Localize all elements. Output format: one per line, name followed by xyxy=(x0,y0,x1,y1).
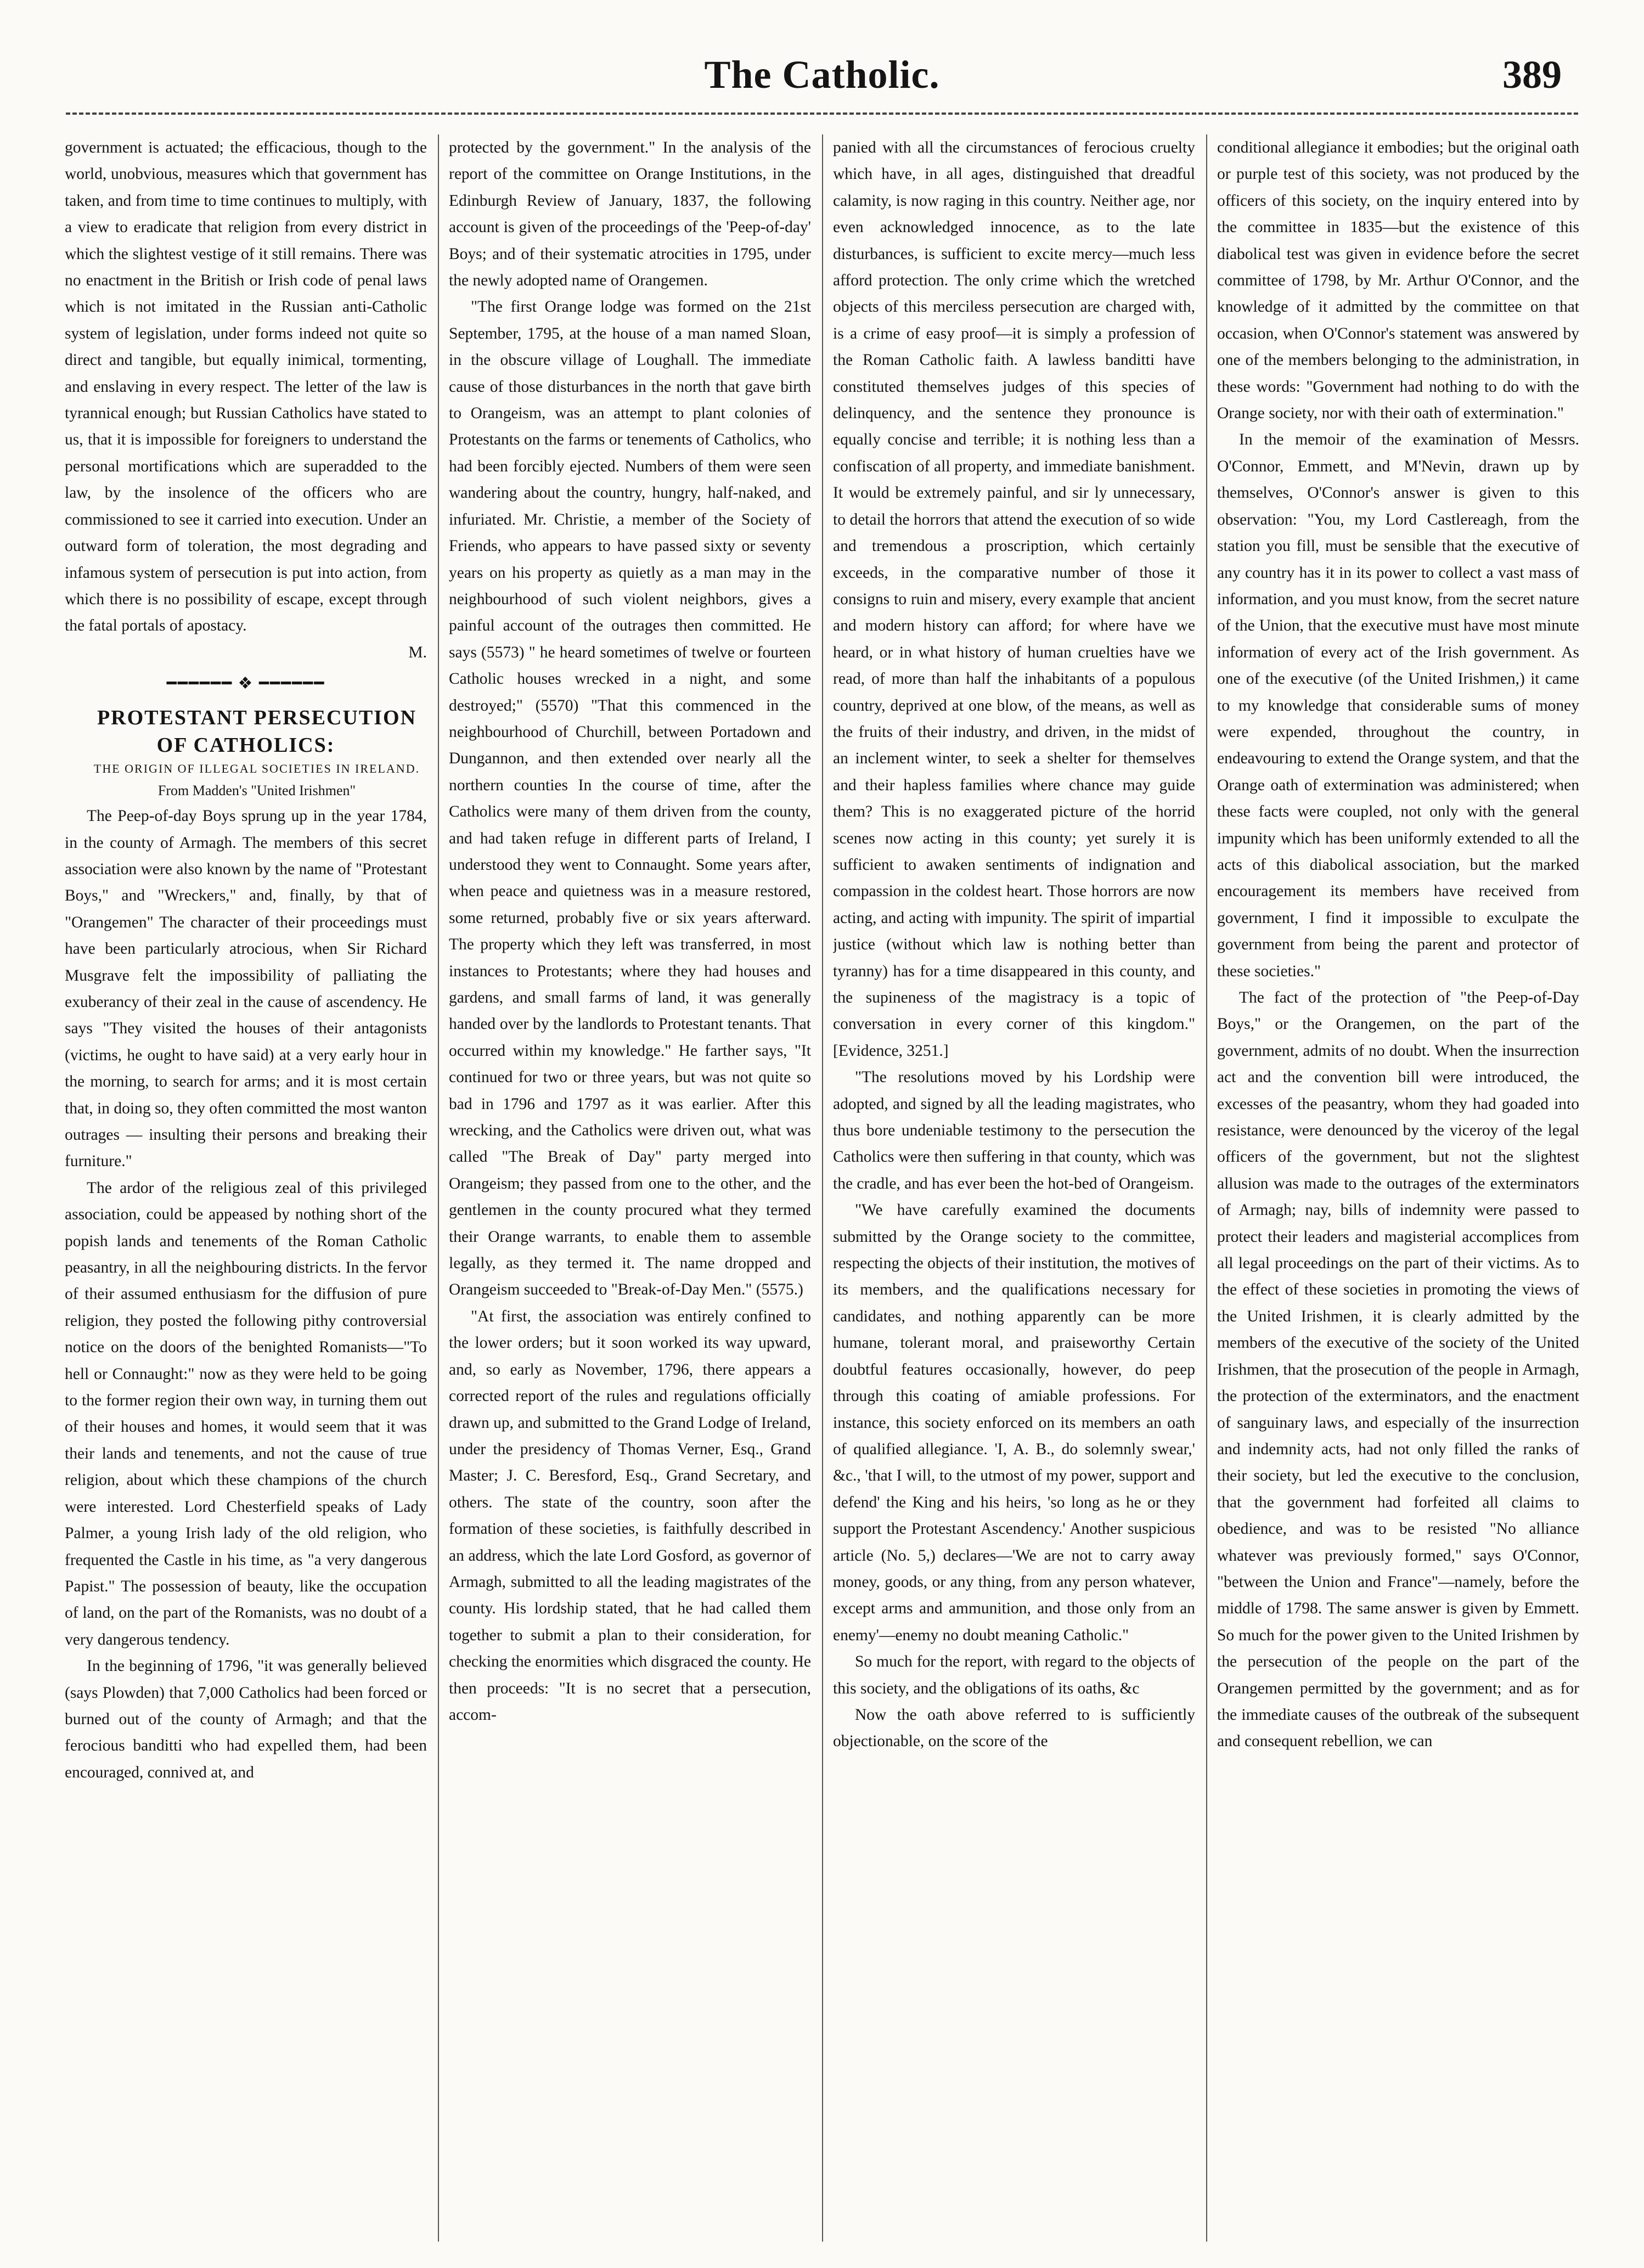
paragraph: "The first Orange lodge was formed on the 21st September, 1795, at the house of a man named Sloan, in the obscure village of Loughall. The immediate cause of those disturbances in the north that gave birth to Orangeism, was an attempt to plant colonies of Protestants on the farms or tenements of Catholics, who had been forcibly ejected. Numbers of them were seen wandering about the country, hungry, half-naked, and infuriated. Mr. Christie, a member of the Society of Friends, who appears to have passed sixty or seventy years on his property as quietly as a man may in the neighbourhood of such violent neighbors, gives a painful account of the outrages then committed. He says (5573) " he heard sometimes of twelve or fourteen Catholic houses wrecked in a night, and some destroyed;" (5570) "That this commenced in the neighbourhood of Churchill, between Portadown and Dungannon, and then extended over nearly all the northern counties In the course of time, after the Catholics were many of them driven from the county, and had taken refuge in different parts of Ireland, I understood they went to Connaught. Some years after, when peace and quietness was in a measure restored, some returned, probably five or six years afterward. The property which they left was transferred, in most instances to Protestants; where they had houses and gardens, and small farms of land, it was generally handed over by the landlords to Protestant tenants. That occurred within my knowledge." He farther says, "It continued for two or three years, but was not quite so bad in 1796 and 1797 as it was earlier. After this wrecking, and the Catholics were driven out, what was called "The Break of Day" party merged into Orangeism; they passed from one to the other, and the gentlemen in the county procured what they termed their Orange warrants, to enable them to assemble legally, as they termed it. The name dropped and Orangeism succeeded to "Break-of-Day Men." (5575.) xyxy=(449,298,811,1299)
paragraph: panied with all the circumstances of ferocious cruelty which have, in all ages, distinguished that dreadful calamity, is now raging in this country. Neither age, nor even acknowledged innocence, as to the late disturbances, is sufficient to excite mercy—much less afford protection. The only crime which the wretched objects of this merciless persecution are charged with, is a crime of easy proof—it is simply a profession of the Roman Catholic faith. A lawless banditti have constituted themselves judges of this species of delinquency, and the sentence they pronounce is equally concise and terrible; it is nothing less than a confiscation of all property, and immediate banishment. It would be extremely painful, and sir ly unnecessary, to detail the horrors that attend the execution of so wide and tremendous a proscription, which certainly exceeds, in the comparative number of those it consigns to ruin and misery, every example that ancient and modern history can afford; for where have we heard, or in what history of human cruelties have we read, of more than half the inhabitants of a populous country, deprived at one blow, of the means, as well as the fruits of their industry, and driven, in the midst of an inclement winter, to seek a shelter for themselves and their hapless families where chance may guide them? This is no exaggerated picture of the horrid scenes now acting in this county; yet surely it is sufficient to awaken sentiments of indignation and compassion in the coldest heart. Those horrors are now acting, and acting with impunity. The spirit of impartial justice (without which law is nothing better than tyranny) has for a time disappeared in this county, and the supineness of the magistracy is a topic of conversation in every corner of this kingdom." [Evidence, 3251.] xyxy=(833,139,1195,1060)
paragraph: government is actuated; the efficacious, though to the world, unobvious, measures which that government has taken, and from time to time continues to multiply, with a view to eradicate that religion from every district in which the slightest vestige of it still remains. There was no enactment in the British or Irish code of penal laws which is not imitated in the Russian anti-Catholic system of legislation, under forms indeed not quite so direct and tangible, but equally inimical, tormenting, and enslaving in every respect. The letter of the law is tyrannical enough; but Russian Catholics have stated to us, that it is impossible for foreigners to understand the personal mortifications which are superadded to the law, by the insolence of the officers who are commissioned to see it carried into execution. Under an outward form of toleration, the most degrading and infamous system of persecution is put into action, from which there is no possibility of escape, except through the fatal portals of apostacy. xyxy=(65,139,427,635)
page-number: 389 xyxy=(1502,53,1562,97)
text-columns xyxy=(65,134,1579,2242)
column-2 xyxy=(449,134,811,2242)
paragraph: The fact of the protection of "the Peep-of-Day Boys," or the Orangemen, on the part of the government, admits of no doubt. When the insurrection act and the convention bill were introduced, the excesses of the peasantry, whom they had goaded into resistance, were denounced by the viceroy of the legal officers of the government, but not the slightest allusion was made to the outrages of the exterminators of Armagh; nay, bills of indemnity were passed to protect their leaders and magisterial accomplices from all legal proceedings on the part of their victims. As to the effect of these societies in promoting the views of the United Irishmen, it is clearly admitted by the members of the executive of the society of the United Irishmen, that the prosecution of the people in Armagh, the protection of the exterminators, and the enactment of sanguinary laws, and especially of the insurrection and indemnity acts, had not only filled the ranks of their society, but led the executive to the conclusion, that the government had forfeited all claims to obedience, and was to be resisted "No alliance whatever was previously formed," says O'Connor, "between the Union and France"—namely, before the middle of 1798. The same answer is given by Emmett. So much for the power given to the United Irishmen by the persecution of the people on the part of the Orangemen permitted by the government; and as for the immediate causes of the outbreak of the subsequent and consequent rebellion, we can xyxy=(1217,989,1579,1751)
section-subtitle: THE ORIGIN OF ILLEGAL SOCIETIES IN IRELAND. xyxy=(93,762,420,776)
paragraph: "At first, the association was entirely confined to the lower orders; but it soon worked its way upward, and, so early as November, 1796, there appears a corrected report of the rules and regulations officially drawn up, and submitted to the Grand Lodge of Ireland, under the presidency of Thomas Verner, Esq., Grand Master; J. C. Beresford, Esq., Grand Secretary, and others. The state of the country, soon after the formation of these societies, is faithfully described in an address, which the late Lord Gosford, as governor of Armagh, submitted to all the leading magistrates of the county. His lordship stated, that he had called them together to submit a plan to their consideration, for checking the enormities which disgraced the county. He then proceeds: "It is no secret that a persecution, accom- xyxy=(449,1307,811,1724)
paragraph: conditional allegiance it embodies; but the original oath or purple test of this society, was not produced by the officers of this society, on the inquiry entered into by the committee in 1835—but the existence of this diabolical test was given in evidence before the secret committee of 1798, by Mr. Arthur O'Connor, and the knowledge of it admitted by the committee on that occasion, when O'Connor's statement was answered by one of the members belonging to the administration, in these words: "Government had nothing to do with the Orange society, nor with their oath of extermination." xyxy=(1217,139,1579,423)
column-4 xyxy=(1217,134,1579,2242)
section-source: From Madden's "United Irishmen" xyxy=(157,783,356,799)
running-head xyxy=(82,52,1562,107)
column-3 xyxy=(833,134,1195,2242)
column-rule xyxy=(822,134,823,2242)
column-rule xyxy=(438,134,439,2242)
paragraph: protected by the government." In the analysis of the report of the committee on Orange Institutions, in the Edinburgh Review of January, 1837, the following account is given of the proceedings of the 'Peep-of-day' Boys; and of their systematic atrocities in 1795, under the newly adopted name of Orangemen. xyxy=(449,139,811,290)
paragraph: In the memoir of the examination of Messrs. O'Connor, Emmett, and M'Nevin, drawn up by themselves, O'Connor's answer is given to this observation: "You, my Lord Castlereagh, from the station you fill, must be sensible that the executive of any country has it in its power to collect a vast mass of information, and you must know, from the secret nature of the Union, that the executive must have most minute information of every act of the Irish government. As one of the executive (of the United Irishmen,) it came to my knowledge that considerable sums of money were expended, throughout the country, in endeavouring to extend the Orange system, and that the Orange oath of extermination was administered; when these facts were coupled, not only with the general impunity which has been uniformly extended to all the acts of this diabolical association, but the marked encouragement its members have received from government, I find it impossible to exculpate the government from being the parent and protector of these societies." xyxy=(1217,431,1579,980)
section-title: PROTESTANT PERSECUTION OF CATHOLICS: xyxy=(97,706,417,757)
publication-title: The Catholic. xyxy=(704,53,940,97)
column-1 xyxy=(65,134,427,2242)
paragraph: So much for the report, with regard to the objects of this society, and the obligations of its oaths, &c xyxy=(833,1653,1195,1697)
paragraph: Now the oath above referred to is sufficiently objectionable, on the score of the xyxy=(833,1706,1195,1751)
author-signature: M. xyxy=(408,643,427,661)
header-rule xyxy=(66,112,1578,115)
paragraph: The ardor of the religious zeal of this privileged association, could be appeased by nothing short of the popish lands and tenements of the Roman Catholic peasantry, in all the neighbouring districts. In the fervor of their assumed enthusiasm for the diffusion of pure religion, they posted the following pithy controversial notice on the doors of the benighted Romanists—"To hell or Connaught:" now as they were held to be going to the former region their own way, in turning them out of their houses and homes, it would seem that it was their lands and tenements, and not the cause of true religion, about which these champions of the church were interested. Lord Chesterfield speaks of Lady Palmer, a young Irish lady of the old religion, who frequented the Castle in his time, as "a very dangerous Papist." The possession of beauty, like the occupation of land, on the part of the Romanists, was no doubt of a very dangerous tendency. xyxy=(65,1179,427,1648)
paragraph: The Peep-of-day Boys sprung up in the year 1784, in the county of Armagh. The members of this secret association were also known by the name of "Protestant Boys," and "Wreckers," and, finally, by that of "Orangemen" The character of their proceedings must have been particularly atrocious, when Sir Richard Musgrave felt the impossibility of palliating the exuberancy of their zeal in the cause of ascendency. He says "They visited the houses of their antagonists (victims, he ought to have said) at a very early hour in the morning, to search for arms; and it is most certain that, in doing so, they often committed the most wanton outrages — insulting their persons and breaking their furniture." xyxy=(65,807,427,1170)
paragraph: In the beginning of 1796, "it was generally believed (says Plowden) that 7,000 Catholics had been forced or burned out of the county of Armagh; and that the ferocious banditti who had expelled them, had been encouraged, connived at, and xyxy=(65,1657,427,1781)
paragraph: "We have carefully examined the documents submitted by the Orange society to the committee, respecting the objects of their institution, the motives of its members, and the qualifications necessary for candidates, and nothing apparently can be more humane, tolerant moral, and praiseworthy Certain doubtful features occasionally, however, do peep through this coating of amiable professions. For instance, this society enforced on its members an oath of qualified allegiance. 'I, A. B., do solemnly swear,' &c., 'that I will, to the utmost of my power, support and defend' the King and his heirs, 'so long as he or they support the Protestant Ascendency.' Another suspicious article (No. 5,) declares—'We are not to carry away money, goods, or any thing, from any person whatever, except arms and ammunition, and those only from an enemy'—enemy no doubt meaning Catholic." xyxy=(833,1201,1195,1644)
paragraph: "The resolutions moved by his Lordship were adopted, and signed by all the leading magistrates, who thus bore undeniable testimony to the persecution the Catholics were then suffering in that county, which was the cradle, and has ever been the hot-bed of Orangeism. xyxy=(833,1068,1195,1192)
column-rule xyxy=(1206,134,1207,2242)
section-divider-ornament: ━━━━━━ ❖ ━━━━━━ xyxy=(166,674,325,693)
